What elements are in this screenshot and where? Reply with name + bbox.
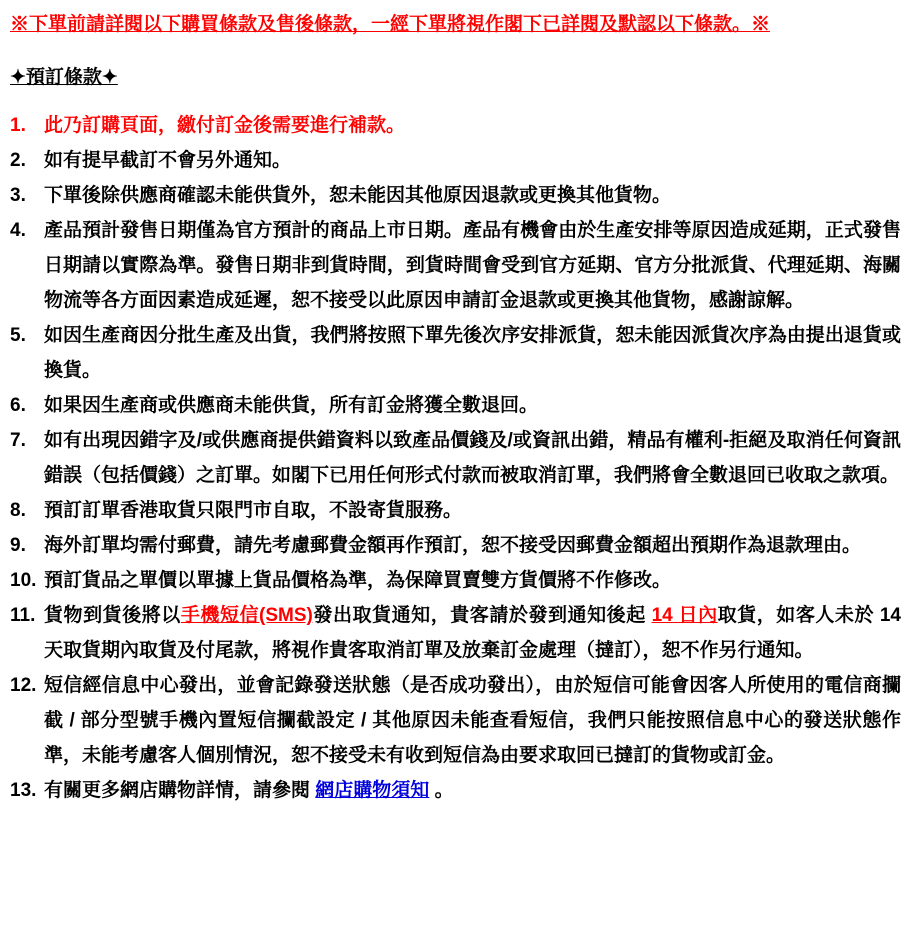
term-text	[44, 423, 901, 493]
term-text	[44, 528, 901, 563]
term-number: 6.	[10, 395, 26, 416]
term-item-13	[10, 773, 901, 808]
term-item-9	[10, 528, 901, 563]
term-segment: 如因生產商因分批生產及出貨，我們將按照下單先後次序安排派貨，恕未能因派貨次序為由提出退貨或換貨。	[44, 325, 901, 381]
terms-list	[10, 108, 901, 808]
term-number: 1.	[10, 115, 26, 136]
term-item-8	[10, 493, 901, 528]
term-text	[44, 178, 901, 213]
term-item-2	[10, 143, 901, 178]
term-segment: 。	[429, 780, 454, 801]
preorder-terms-heading: ✦預訂條款✦	[10, 67, 118, 88]
term-text	[44, 388, 901, 423]
term-number: 8.	[10, 500, 26, 521]
term-number: 9.	[10, 535, 26, 556]
term-text	[44, 773, 901, 808]
term-segment: 如有出現因錯字及/或供應商提供錯資料以致產品價錢及/或資訊出錯，精品有權利-拒絕及取消任何資訊錯誤（包括價錢）之訂單。如閣下已用任何形式付款而被取消訂單，我們將會全數退回已收取之款項。	[44, 430, 901, 486]
term-segment: 發出取貨通知，貴客請於發到通知後起	[312, 605, 652, 626]
term-item-6	[10, 388, 901, 423]
term-item-4	[10, 213, 901, 318]
term-item-11	[10, 598, 901, 668]
shop-guide-link[interactable]: 網店購物須知	[315, 780, 430, 801]
term-segment: 手機短信(SMS)	[180, 605, 313, 626]
term-segment: 如有提早截訂不會另外通知。	[44, 150, 292, 171]
term-number: 5.	[10, 325, 26, 346]
term-number: 12.	[10, 675, 37, 696]
term-text	[44, 318, 901, 388]
term-item-7	[10, 423, 901, 493]
term-number: 4.	[10, 220, 26, 241]
term-number: 7.	[10, 430, 26, 451]
term-segment: 預訂貨品之單價以單據上貨品價格為準，為保障買賣雙方貨價將不作修改。	[44, 570, 672, 591]
term-text	[44, 213, 901, 318]
term-segment: 有關更多網店購物詳情，請參閱	[44, 780, 316, 801]
term-number: 3.	[10, 185, 26, 206]
term-number: 2.	[10, 150, 26, 171]
term-segment: 海外訂單均需付郵費，請先考慮郵費金額再作預訂，恕不接受因郵費金額超出預期作為退款理由。	[44, 535, 862, 556]
term-text	[44, 598, 901, 668]
term-number: 13.	[10, 780, 37, 801]
term-segment: 短信經信息中心發出，並會記錄發送狀態（是否成功發出），由於短信可能會因客人所使用的電信商攔截 / 部分型號手機內置短信攔截設定 / 其他原因未能查看短信，我們只能按照信息中心的發送狀態作準，未能考慮客人個別情況，恕不接受未有收到短信為由要求取回已撻訂的貨物或訂金。	[44, 675, 901, 766]
term-text	[44, 143, 901, 178]
term-item-12	[10, 668, 901, 773]
term-item-5	[10, 318, 901, 388]
term-segment: 取貨，如客人未於 14 天取貨期內取貨及付尾款，將視作貴客取消訂單及放棄訂金處理（撻訂），恕不作另行通知。	[44, 605, 901, 661]
term-segment: 如果因生產商或供應商未能供貨，所有訂金將獲全數退回。	[44, 395, 539, 416]
term-text	[44, 563, 901, 598]
term-segment: 14 日內	[651, 605, 718, 626]
term-text	[44, 108, 901, 143]
term-segment: 貨物到貨後將以	[44, 605, 181, 626]
term-item-3	[10, 178, 901, 213]
term-segment: 產品預計發售日期僅為官方預計的商品上市日期。產品有機會由於生產安排等原因造成延期，正式發售日期請以實際為準。發售日期非到貨時間，到貨時間會受到官方延期、官方分批派貨、代理延期、海關物流等各方面因素造成延遲，恕不接受以此原因申請訂金退款或更換其他貨物，感謝諒解。	[44, 220, 901, 311]
term-segment: 預訂訂單香港取貨只限門市自取，不設寄貨服務。	[44, 500, 463, 521]
term-segment: 下單後除供應商確認未能供貨外，恕未能因其他原因退款或更換其他貨物。	[44, 185, 672, 206]
term-item-10	[10, 563, 901, 598]
term-text	[44, 668, 901, 773]
term-text	[44, 493, 901, 528]
term-item-1	[10, 108, 901, 143]
purchase-terms-warning: ※下單前請詳閱以下購買條款及售後條款，一經下單將視作閣下已詳閱及默認以下條款。※	[10, 14, 771, 35]
term-number: 11.	[10, 605, 36, 626]
term-segment: 此乃訂購頁面，繳付訂金後需要進行補款。	[44, 115, 406, 136]
term-number: 10.	[10, 570, 37, 591]
